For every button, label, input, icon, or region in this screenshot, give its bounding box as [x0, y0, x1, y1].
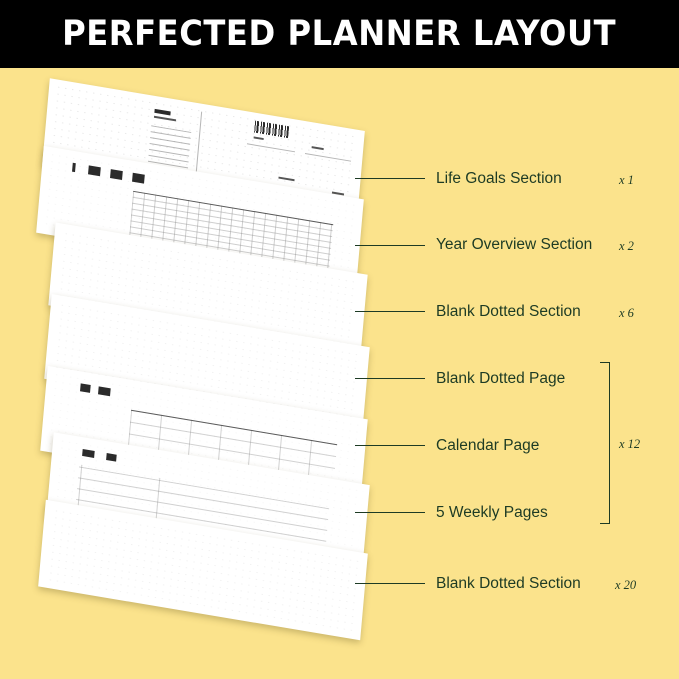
annotation-label-4: Calendar Page	[436, 437, 540, 454]
leader-line	[355, 178, 425, 179]
annotation-label-5: 5 Weekly Pages	[436, 504, 548, 521]
annotation-label-1: Year Overview Section	[436, 236, 593, 253]
annotation-label-0: Life Goals Section	[436, 170, 562, 187]
page-title: PERFECTED PLANNER LAYOUT	[62, 14, 617, 54]
leader-line	[355, 311, 425, 312]
leader-line	[355, 583, 425, 584]
header-bar	[0, 0, 679, 68]
leader-line	[355, 245, 425, 246]
annotation-qty-1: x 2	[619, 239, 634, 253]
annotation-label-3: Blank Dotted Page	[436, 370, 566, 387]
annotation-qty-0: x 1	[619, 173, 634, 187]
group-bracket	[600, 362, 610, 524]
group-bracket-qty: x 12	[619, 437, 641, 451]
leader-line	[355, 512, 425, 513]
annotation-label-2: Blank Dotted Section	[436, 303, 581, 320]
annotation-qty-6: x 20	[615, 578, 637, 592]
annotation-label-6: Blank Dotted Section	[436, 575, 581, 592]
annotation-qty-2: x 6	[619, 306, 634, 320]
leader-line	[355, 445, 425, 446]
leader-line	[355, 378, 425, 379]
